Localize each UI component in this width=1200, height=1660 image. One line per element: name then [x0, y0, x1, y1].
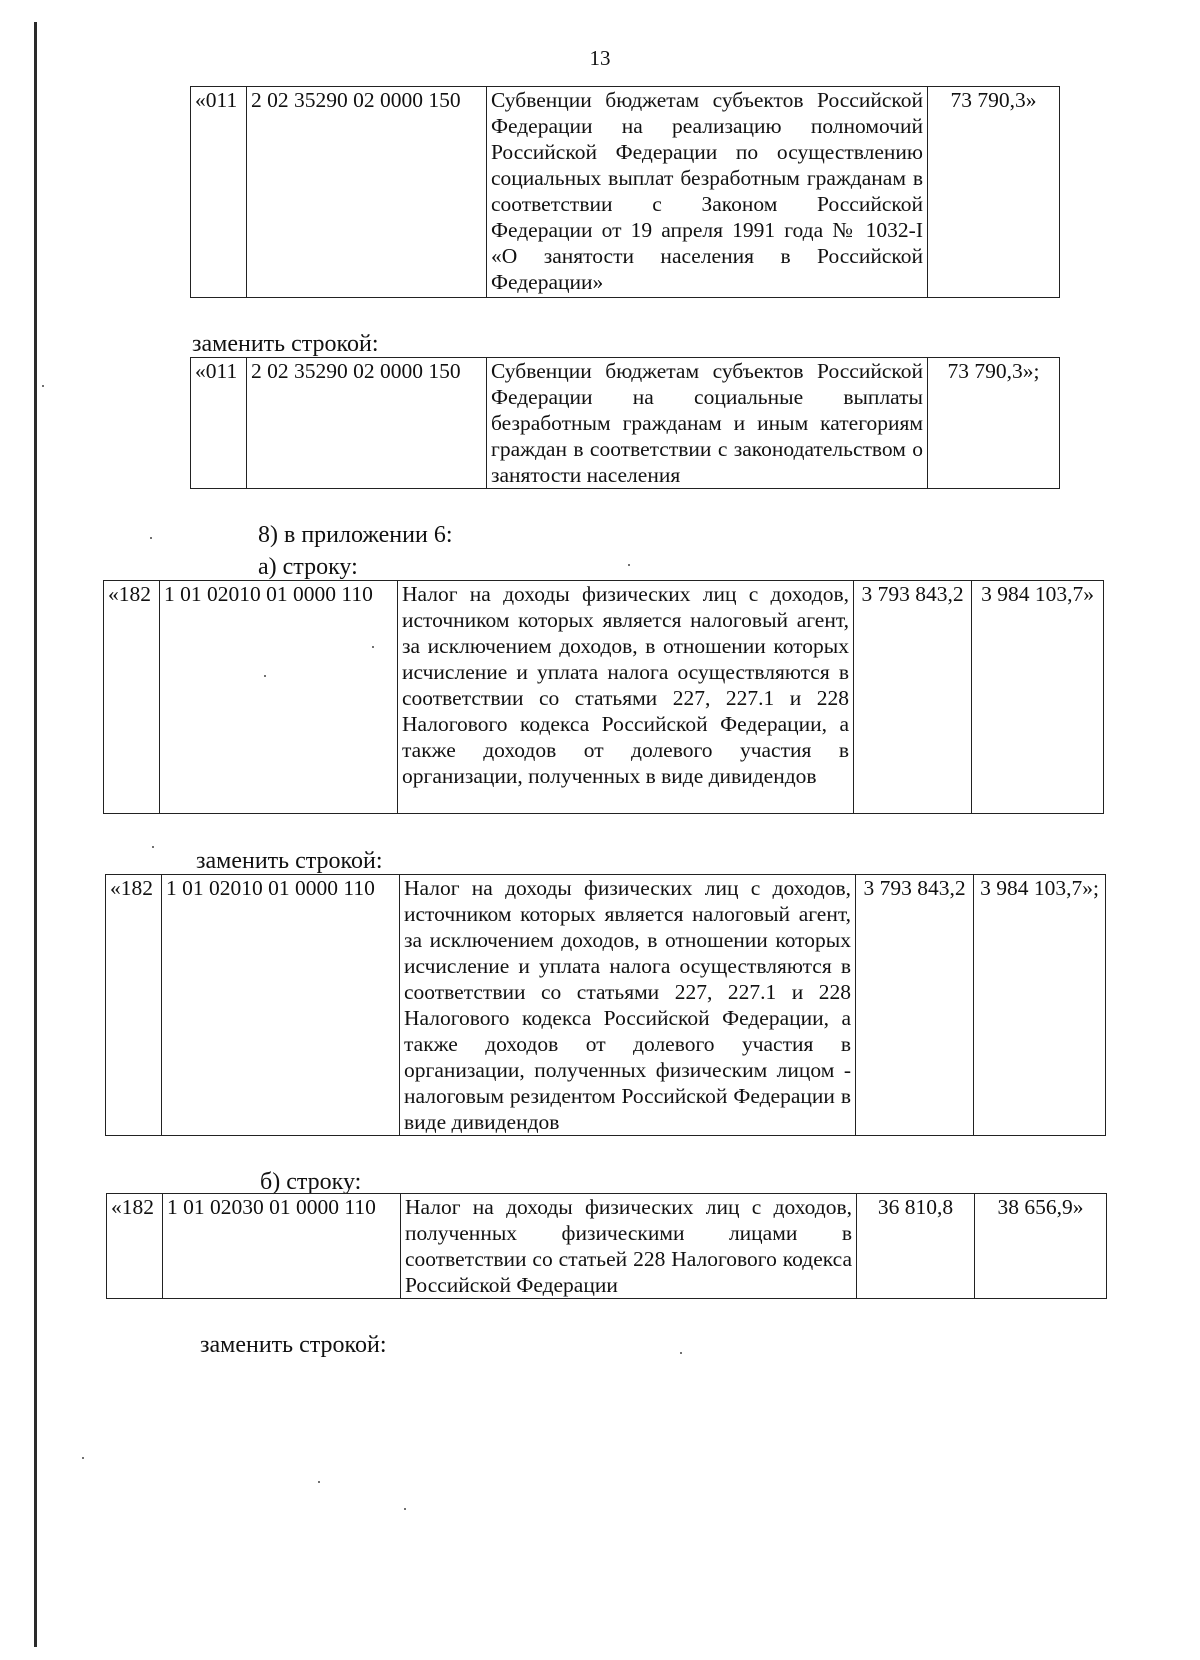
caption-appendix-6: 8) в приложении 6: [258, 522, 453, 548]
scan-speck [264, 675, 266, 677]
amount-cell: 73 790,3» [928, 87, 1060, 298]
scan-speck [150, 537, 152, 539]
amendment-table-old-row [190, 86, 1060, 298]
scan-speck [628, 564, 630, 566]
description-cell: Налог на доходы физических лиц с доходов, полученных физическими лицами в соответствии со статьей 228 Налогового кодекса Российской Федерации [401, 1194, 857, 1299]
amount-year2-cell: 38 656,9» [975, 1194, 1107, 1299]
amount-cell: 73 790,3»; [928, 358, 1060, 489]
amount-year1-cell: 36 810,8 [857, 1194, 975, 1299]
admin-code-cell: «011 [191, 358, 247, 489]
description-cell: Субвенции бюджетам субъектов Российской Федерации на социальные выплаты безработным гражданам и иным категориям граждан в соответствии с законодательством о занятости населения [487, 358, 928, 489]
amount-year1-cell: 3 793 843,2 [854, 581, 972, 814]
budget-code-cell: 1 01 02010 01 0000 110 [162, 875, 400, 1136]
scan-speck [318, 1481, 320, 1483]
caption-replace-with: заменить строкой: [196, 848, 383, 874]
scan-speck [372, 646, 374, 648]
admin-code-cell: «182 [104, 581, 160, 814]
admin-code-cell: «182 [107, 1194, 163, 1299]
budget-code-cell: 1 01 02010 01 0000 110 [160, 581, 398, 814]
scan-speck [82, 1457, 84, 1459]
admin-code-cell: «011 [191, 87, 247, 298]
budget-code-cell: 2 02 35290 02 0000 150 [247, 87, 487, 298]
amount-year2-cell: 3 984 103,7»; [974, 875, 1106, 1136]
scan-speck [404, 1508, 406, 1510]
appendix6-table-a-old-row [103, 580, 1104, 814]
appendix6-table-a-new-row [105, 874, 1106, 1136]
amount-year1-cell: 3 793 843,2 [856, 875, 974, 1136]
scan-edge-line [34, 22, 37, 1647]
caption-replace-with: заменить строкой: [192, 331, 379, 357]
page-number: 13 [589, 46, 611, 70]
description-cell: Налог на доходы физических лиц с доходов, источником которых является налоговый агент, за исключением доходов, в отношении которых исчисление и уплата налога осуществляются в соответствии со статьями 227, 227.1 и 228 Налогового кодекса Российской Федерации, а также доходов от долевого участия в организации, полученных физическим лицом - налоговым резидентом Российской Федерации в виде дивидендов [400, 875, 856, 1136]
description-cell: Субвенции бюджетам субъектов Российской Федерации на реализацию полномочий Российской Федерации по осуществлению социальных выплат безработным гражданам в соответствии с Законом Российской Федерации от 19 апреля 1991 года № 1032-I «О занятости населения в Российской Федерации» [487, 87, 928, 298]
table-row [106, 875, 1106, 1136]
scan-speck [152, 846, 154, 848]
admin-code-cell: «182 [106, 875, 162, 1136]
table-row [191, 87, 1060, 298]
amendment-table-new-row [190, 357, 1060, 489]
caption-row-b: б) строку: [260, 1169, 362, 1195]
description-cell: Налог на доходы физических лиц с доходов, источником которых является налоговый агент, за исключением доходов, в отношении которых исчисление и уплата налога осуществляются в соответствии со статьями 227, 227.1 и 228 Налогового кодекса Российской Федерации, а также доходов от долевого участия в организации, полученных в виде дивидендов [398, 581, 854, 814]
scan-speck [680, 1352, 682, 1354]
appendix6-table-b-old-row [106, 1193, 1107, 1299]
table-row [104, 581, 1104, 814]
table-row [107, 1194, 1107, 1299]
caption-replace-with: заменить строкой: [200, 1332, 387, 1358]
caption-row-a: а) строку: [258, 554, 358, 580]
amount-year2-cell: 3 984 103,7» [972, 581, 1104, 814]
scan-speck [42, 385, 44, 387]
budget-code-cell: 1 01 02030 01 0000 110 [163, 1194, 401, 1299]
budget-code-cell: 2 02 35290 02 0000 150 [247, 358, 487, 489]
table-row [191, 358, 1060, 489]
